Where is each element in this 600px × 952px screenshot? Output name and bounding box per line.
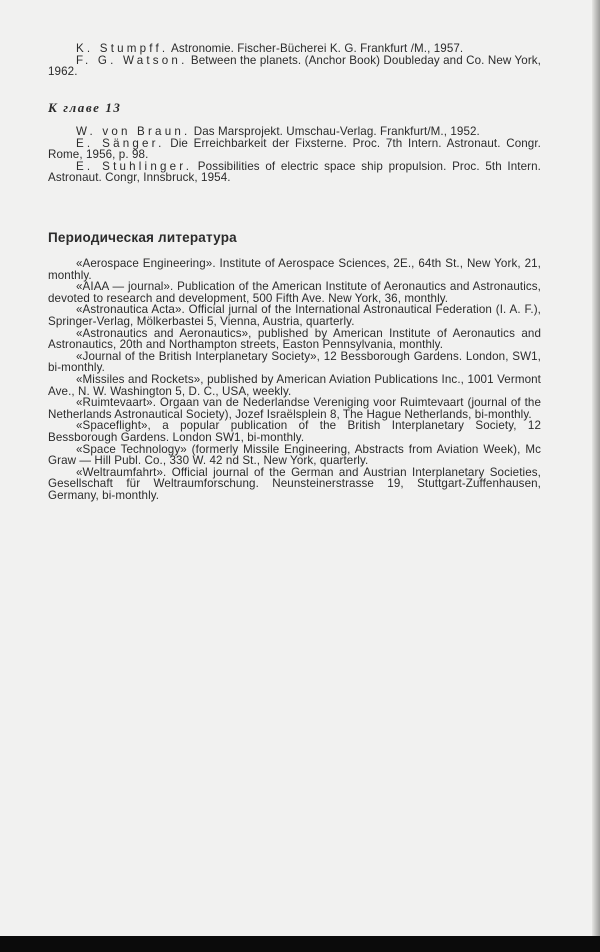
bib-entry	[48, 161, 541, 184]
bib-text: Possibilities of electric space ship propulsion. Proc. 5th Intern. Astronaut. Congr, Innsbruck, 1954.	[48, 159, 541, 185]
scan-bottom-edge	[0, 936, 600, 952]
bib-entry	[48, 138, 541, 161]
periodical-entry: «Spaceflight», a popular publication of the British Interplanetary Society, 12 Bessborough Gardens. London SW1, bi-monthly.	[48, 419, 541, 444]
periodical-entry: «Ruimtevaart». Orgaan van de Nederlandse Vereniging voor Ruimtevaart (journal of the Netherlands Astronautical Society), Jozef Israëlsplein 8, The Hague Netherlands, bi-monthly.	[48, 396, 541, 421]
bib-text: Das Marsprojekt. Umschau-Verlag. Frankfurt/M., 1952.	[190, 125, 480, 138]
bib-text: Die Erreichbarkeit der Fixsterne. Proc. 7th Intern. Astronaut. Congr. Rome, 1956, p. 98.	[48, 136, 541, 162]
periodical-entry: «Aerospace Engineering». Institute of Aerospace Sciences, 2E., 64th St., New York, 21, monthly.	[48, 257, 541, 282]
chapter-heading: К главе 13	[48, 100, 122, 115]
bib-text: Between the planets. (Anchor Book) Doubleday and Co. New York, 1962.	[48, 53, 541, 79]
periodical-entry: «Missiles and Rockets», published by American Aviation Publications Inc., 1001 Vermont Ave., N. W. Washington 5, D. C., USA, weekly.	[48, 372, 541, 398]
page-edge-shadow	[592, 0, 600, 952]
bib-entry	[48, 55, 541, 78]
bib-author: E. Stuhlinger.	[76, 159, 193, 173]
bib-author: K. Stumpff.	[76, 42, 169, 55]
bib-author: F. G. Watson.	[76, 53, 188, 67]
periodical-entry: «Space Technology» (formerly Missile Engineering, Abstracts from Aviation Week), Mc Graw — Hill Publ. Co., 330 W. 42 nd St., New York, quarterly.	[48, 442, 541, 468]
periodical-entry: «Astronautics and Aeronautics», published by American Institute of Aeronautics and Astronautics, 20th and Northampton streets, Easton Pennsylvania, monthly.	[48, 326, 541, 352]
periodical-entry: «Journal of the British Interplanetary Society», 12 Bessborough Gardens. London, SW1, bi-monthly.	[48, 349, 541, 375]
periodicals-heading: Периодическая литература	[48, 230, 237, 245]
bib-author: W. von Braun.	[76, 125, 191, 138]
periodicals-list	[48, 258, 541, 501]
bib-author: E. Sänger.	[76, 136, 165, 150]
periodical-entry: «Astronautica Acta». Official jurnal of the International Astronautical Federation (I. A. F.), Springer-Verlag, Mölkerbastei 5, Vienna, Austria, quarterly.	[48, 303, 541, 328]
bibliography-section-2	[48, 126, 541, 184]
bib-text: Astronomie. Fischer-Bücherei K. G. Frankfurt /M., 1957.	[168, 42, 464, 55]
periodical-entry: «AIAA — journal». Publication of the American Institute of Aeronautics and Astronautics, devoted to research and development, 500 Fifth Ave. New York, 36, monthly.	[48, 280, 541, 305]
bibliography-section-1	[48, 43, 541, 78]
periodical-entry: «Weltraumfahrt». Official journal of the German and Austrian Interplanetary Societies, Gesellschaft für Weltraumforschung. Neunsteinerstrasse 19, Stuttgart-Zuffenhausen, Germany, bi-monthly.	[48, 465, 541, 502]
